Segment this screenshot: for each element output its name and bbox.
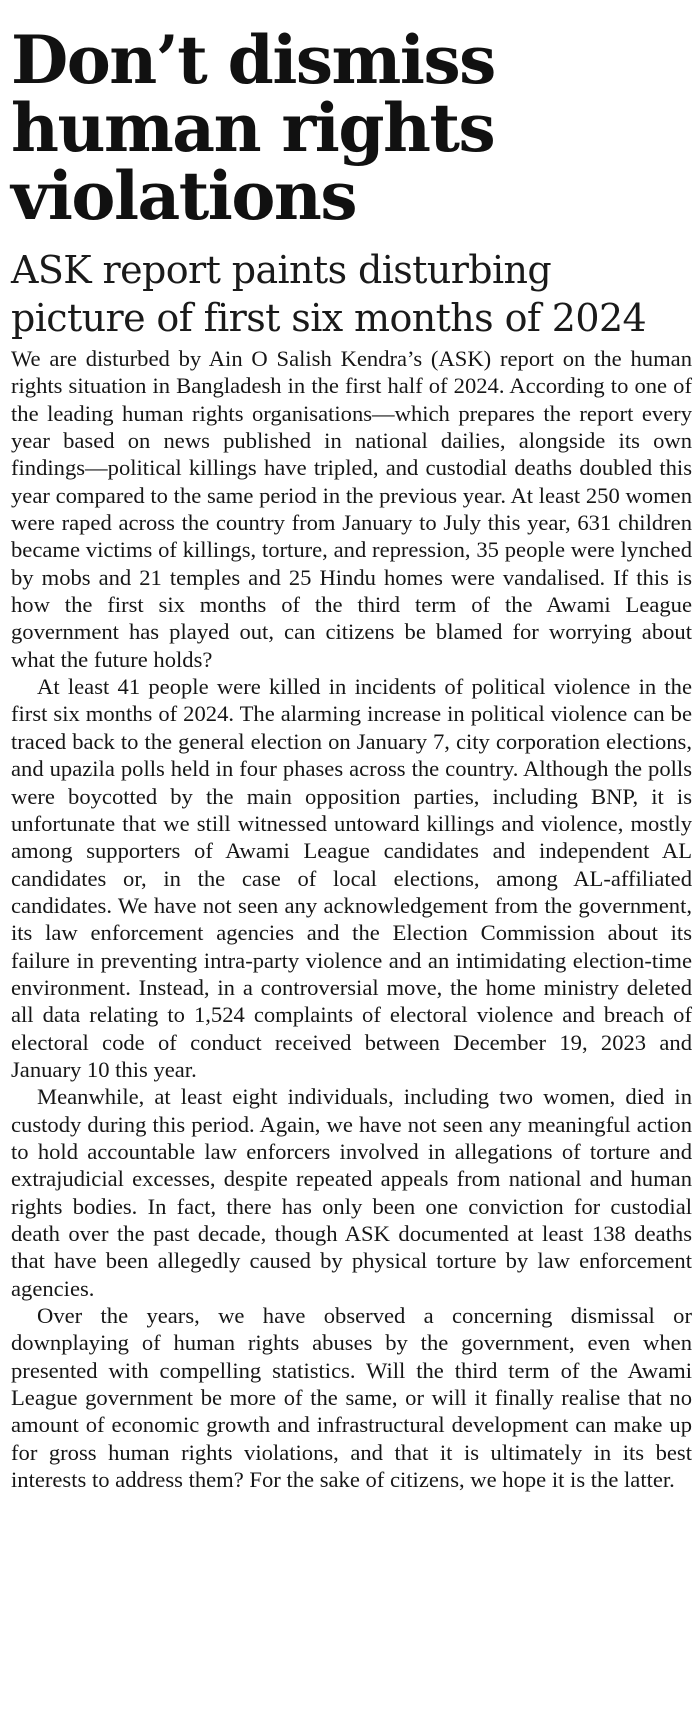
paragraph-1: We are disturbed by Ain O Salish Kendra’s (ASK) report on the human rights situation in Bangladesh in the first half of 2024. According to one of the leading human rights organisations—which prepares the report every year based on news published in national dailies, alongside its own findings—political killings have tripled, and custodial deaths doubled this year compared to the same period in the previous year. At least 250 women were raped across the country from January to July this year, 631 children became victims of killings, torture, and repression, 35 people were lynched by mobs and 21 temples and 25 Hindu homes were vandalised. If this is how the first six months of the third term of the Awami League government has played out, can citizens be blamed for worrying about what the future holds?	[11, 346, 692, 672]
paragraph-4: Over the years, we have observed a concerning dismissal or downplaying of human rights abuses by the government, even when presented with compelling statistics. Will the third term of the Awami League government be more of the same, or will it finally realise that no amount of economic growth and infrastructural development can make up for gross human rights violations, and that it is ultimately in its best interests to address them? For the sake of citizens, we hope it is the latter.	[11, 1303, 692, 1493]
paragraph-2: At least 41 people were killed in incidents of political violence in the first six months of 2024. The alarming increase in political violence can be traced back to the general election on January 7, city corporation elections, and upazila polls held in four phases across the country. Although the polls were boycotted by the main opposition parties, including BNP, it is unfortunate that we still witnessed untoward killings and violence, mostly among supporters of Awami League candidates and independent AL candidates or, in the case of local elections, among AL-affiliated candidates. We have not seen any acknowledgement from the government, its law enforcement agencies and the Election Commission about its failure in preventing intra-party violence and an intimidating election-time environment. Instead, in a controversial move, the home ministry deleted all data relating to 1,524 complaints of electoral violence and breach of electoral code of conduct received between December 19, 2023 and January 10 this year.	[11, 674, 692, 1082]
paragraph-3: Meanwhile, at least eight individuals, including two women, died in custody during this period. Again, we have not seen any meaningful action to hold accountable law enforcers involved in allegations of torture and extrajudicial excesses, despite repeated appeals from national and human rights bodies. In fact, there has only been one conviction for custodial death over the past decade, though ASK documented at least 138 deaths that have been allegedly caused by physical torture by law enforcement agencies.	[11, 1084, 692, 1301]
headline: Don’t dismiss human rights violations	[11, 21, 495, 235]
article-body	[11, 345, 692, 1493]
subheadline: ASK report paints disturbing picture of first six months of 2024	[11, 248, 647, 340]
